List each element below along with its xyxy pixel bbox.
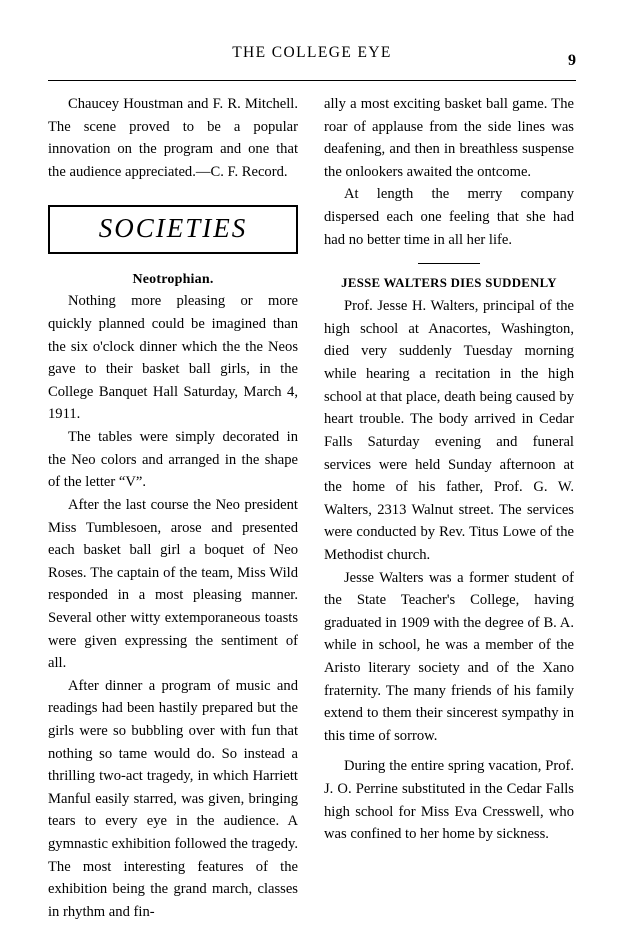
paragraph: At length the merry company dispersed each one feeling that she had had no better time in all her life.	[324, 186, 574, 248]
paragraph: Chaucey Houstman and F. R. Mitchell. The scene proved to be a popular innovation on the program and one that the audience appreciated.—C. F. Record.	[48, 96, 298, 180]
section-divider	[418, 263, 480, 264]
running-head	[48, 44, 576, 70]
societies-title: SOCIETIES	[98, 213, 248, 244]
page-title: THE COLLEGE EYE	[232, 44, 392, 61]
paragraph: Prof. Jesse H. Walters, principal of the high school at Anacortes, Washington, died very suddenly Tuesday morning while hearing a recitation in the high school at that place, death being caused by heart trouble. The body arrived in Cedar Falls Saturday evening and funeral services were held Sunday afternoon at the home of his father, Prof. G. W. Walters, 2313 Walnut street. The services were conducted by Rev. Titus Lowe of the Methodist church.	[324, 298, 574, 563]
paragraph: Nothing more pleasing or more quickly planned could be imagined than the six o'clock dinner which the the Neos gave to their basket ball girls, in the College Banquet Hall Saturday, March 4, 1911.	[48, 293, 298, 423]
paragraph: The tables were simply decorated in the Neo colors and arranged in the shape of the letter “V”.	[48, 429, 298, 491]
right-column	[324, 93, 574, 846]
paragraph: During the entire spring vacation, Prof. J. O. Perrine substituted in the Cedar Falls high school for Miss Eva Cresswell, who was confined to her home by sickness.	[324, 758, 574, 843]
societies-heading-inner	[54, 213, 292, 244]
header-divider	[48, 80, 576, 81]
society-name: Neotrophian.	[132, 272, 214, 288]
left-column	[48, 93, 298, 924]
paragraph: After dinner a program of music and readings had been hastily prepared but the girls were so bubbling over with fun that nothing so tame would do. So instead a thrilling two-act tragedy, in which Harriett Manful easily starred, was given, bringing tears to every eye in the audience. A gymnastic exhibition followed the tragedy. The most interesting features of the exhibition being the grand march, classes in rhythm and fin-	[48, 677, 298, 920]
societies-heading-box	[48, 205, 298, 254]
paragraph: After the last course the Neo president Miss Tumblesoen, arose and presented each basket ball girl a boquet of Neo Roses. The captain of the team, Miss Wild responded in a most pleasing manner. Several other witty extemporaneous toasts were given expressing the sentiment of all.	[48, 496, 298, 672]
paragraph: ally a most exciting basket ball game. The roar of applause from the side lines was deafening, and then in breathless suspense the onlookers awaited the ontcome.	[324, 96, 574, 180]
two-column-body	[48, 93, 576, 924]
obituary-heading: JESSE WALTERS DIES SUDDENLY	[341, 276, 557, 291]
page-number: 9	[568, 52, 576, 69]
paragraph-spacer	[324, 747, 574, 755]
paragraph: Jesse Walters was a former student of the State Teacher's College, having graduated in 1909 with the degree of B. A. while in school, he was a member of the Aristo literary society and of the Xano fraternity. The many friends of his family extend to them their sincerest sympathy in this time of sorrow.	[324, 569, 574, 744]
